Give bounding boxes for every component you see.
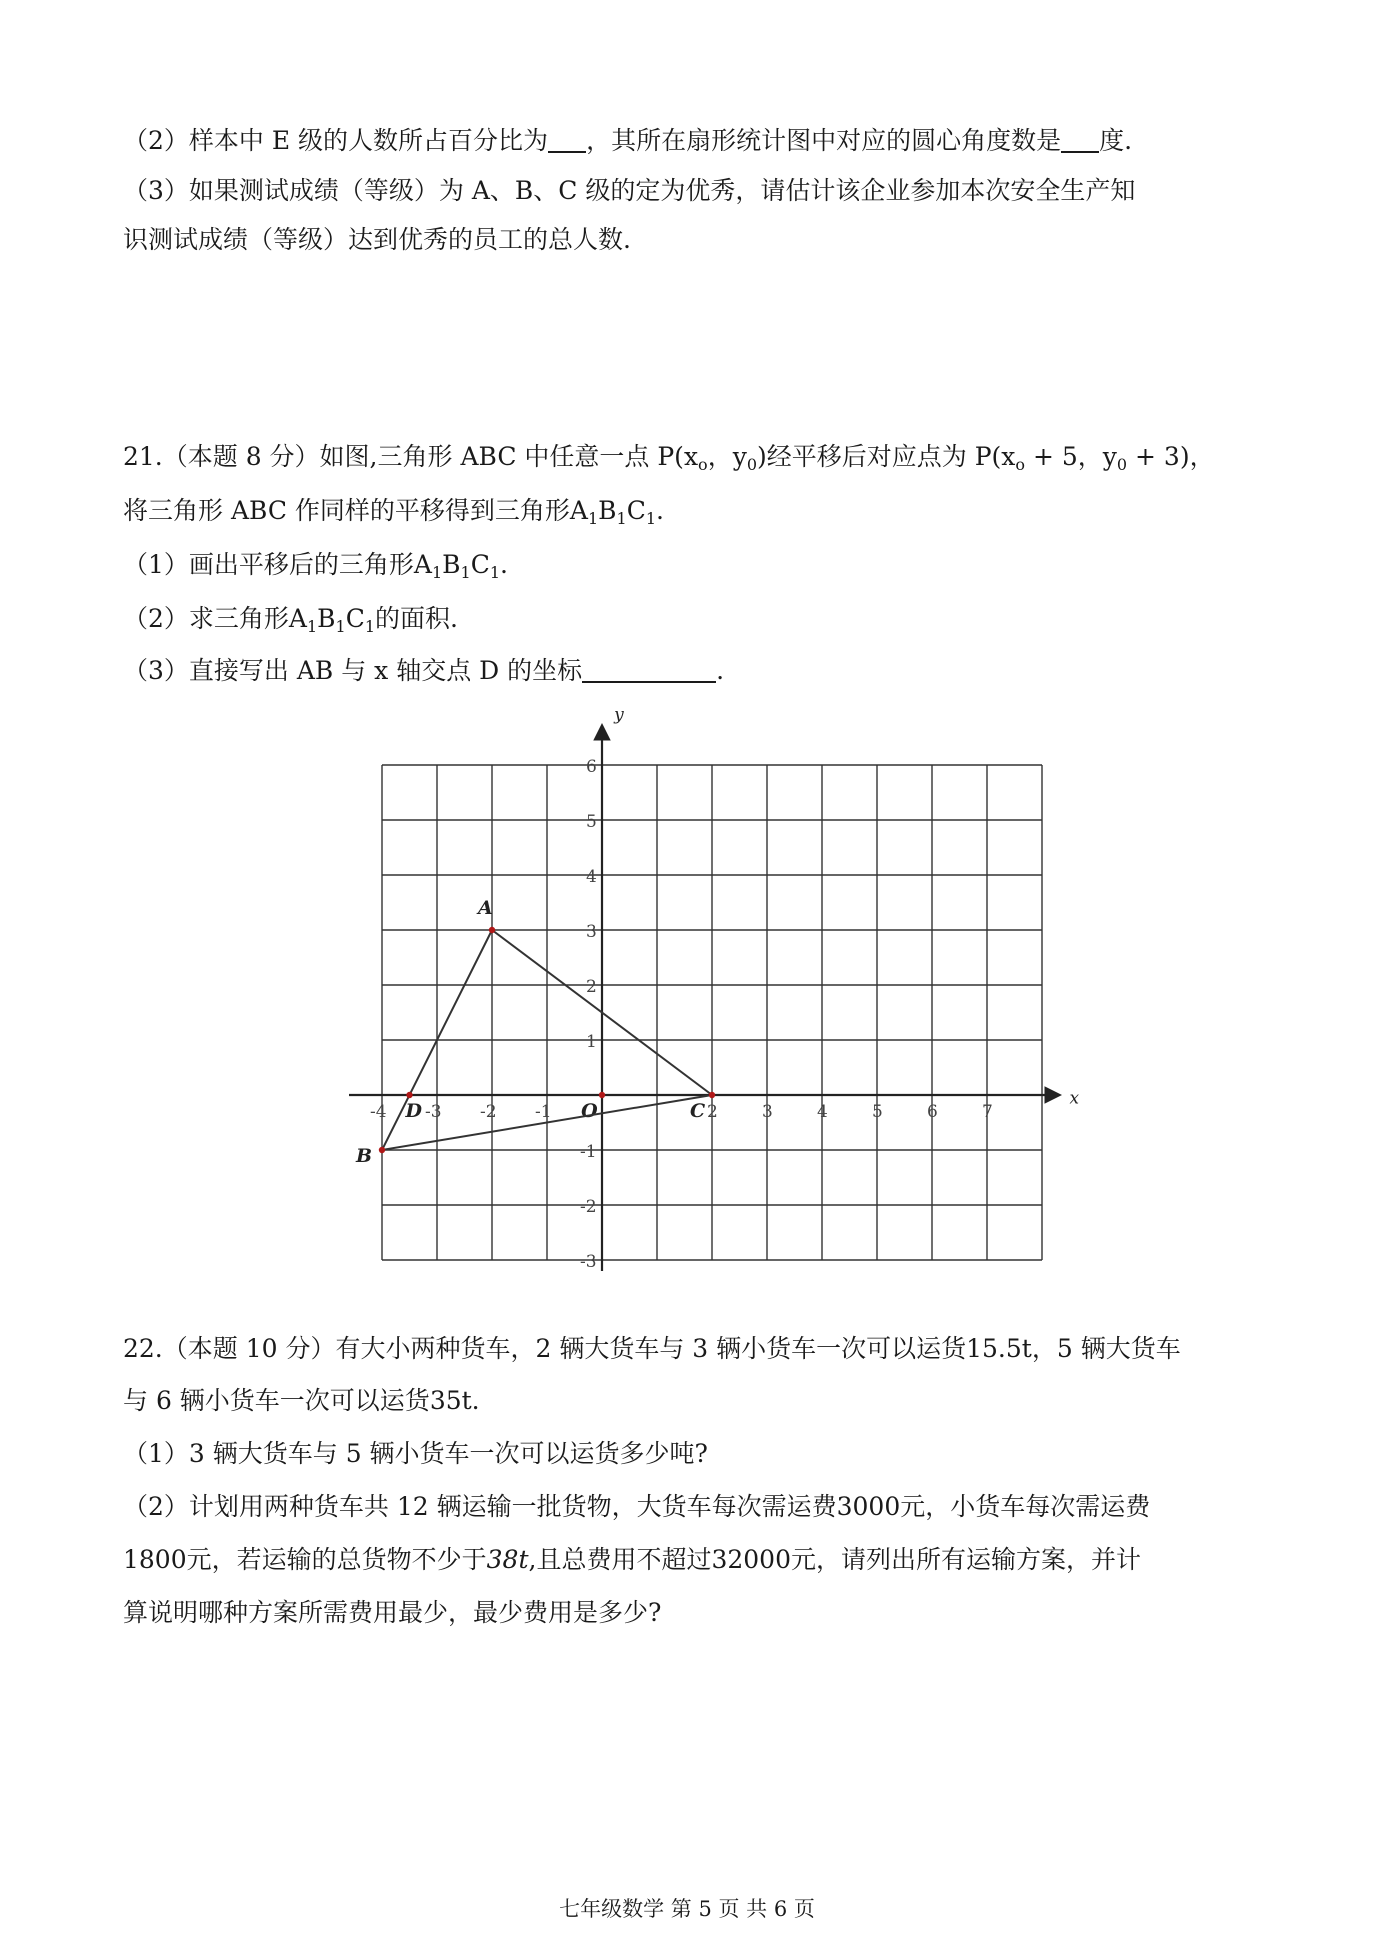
- point-d: [406, 1092, 412, 1098]
- y-tick-label: 5: [586, 812, 597, 832]
- q22-line1: 22.（本题 10 分）有大小两种货车，2 辆大货车与 3 辆小货车一次可以运货15.5t，5 辆大货车: [123, 1334, 1181, 1363]
- page-footer: 七年级数学 第 5 页 共 6 页: [559, 1897, 815, 1921]
- point-b: [379, 1147, 385, 1153]
- q20-part2: （2）样本中 E 级的人数所占百分比为 ，其所在扇形统计图中对应的圆心角度数是 度.: [123, 126, 1133, 155]
- x-tick-label: -1: [535, 1102, 552, 1122]
- q20-part3-line2: 识测试成绩（等级）达到优秀的员工的总人数.: [123, 225, 631, 254]
- q22-line5: 1800元，若运输的总货物不少于38t,且总费用不超过32000元，请列出所有运输方案，并计: [123, 1545, 1141, 1574]
- x-tick-label: 7: [982, 1102, 993, 1122]
- y-tick-label: 2: [586, 977, 597, 997]
- x-tick-label: -4: [370, 1102, 387, 1122]
- q21-line2: 将三角形 ABC 作同样的平移得到三角形$A_1B_1C_1$.: [123, 496, 664, 528]
- points: [355, 897, 715, 1167]
- point-a: [489, 927, 495, 933]
- q21-intro: 21.（本题 8 分）如图,三角形 ABC 中任意一点 $P(x_o$，$y_0$)经平移后对应点为 $P(x_o + 5$，$y_0 + 3$)，: [123, 442, 1215, 474]
- q20-part3-line1: （3）如果测试成绩（等级）为 A、B、C 级的定为优秀，请估计该企业参加本次安全生产知: [123, 176, 1136, 205]
- q21-part1: （1）画出平移后的三角形$A_1B_1C_1$.: [123, 550, 508, 582]
- x-tick-label: 4: [817, 1102, 828, 1122]
- grid-lines: [382, 765, 1042, 1260]
- y-tick-label: 1: [586, 1032, 597, 1052]
- axes: [349, 705, 1080, 1271]
- y-tick-label: 6: [586, 757, 597, 777]
- y-tick-label: -2: [580, 1197, 597, 1217]
- y-tick-label: -3: [580, 1252, 597, 1272]
- point-label-b: B: [356, 1145, 373, 1167]
- q22-line6: 算说明哪种方案所需费用最少，最少费用是多少?: [123, 1598, 662, 1627]
- y-tick-label: -1: [580, 1142, 597, 1162]
- q22-part2: （2）计划用两种货车共 12 辆运输一批货物，大货车每次需运费3000元，小货车每次需运费: [123, 1492, 1151, 1521]
- origin-label: O: [581, 1100, 598, 1122]
- y-tick-label: 3: [586, 922, 597, 942]
- point-label-d: D: [405, 1100, 422, 1122]
- q21-part3: （3）直接写出 AB 与 x 轴交点 D 的坐标 .: [123, 656, 725, 685]
- point-c: [709, 1092, 715, 1098]
- y-tick-label: 4: [586, 867, 597, 887]
- x-axis-label: x: [1069, 1088, 1080, 1109]
- q22-part1: （1）3 辆大货车与 5 辆小货车一次可以运货多少吨?: [123, 1439, 708, 1468]
- point-label-a: A: [478, 897, 493, 919]
- x-tick-label: -2: [480, 1102, 497, 1122]
- tick-labels: [370, 757, 993, 1272]
- point-label-c: C: [690, 1100, 706, 1122]
- q21-part2: （2）求三角形$A_1B_1C_1$的面积.: [123, 604, 458, 636]
- x-tick-label: 5: [872, 1102, 883, 1122]
- y-axis-label: y: [614, 704, 624, 725]
- q22-line2: 与 6 辆小货车一次可以运货35t.: [123, 1386, 480, 1415]
- x-tick-label: 2: [707, 1102, 718, 1122]
- origin-point: [599, 1092, 605, 1098]
- x-tick-label: 3: [762, 1102, 773, 1122]
- x-tick-label: -3: [425, 1102, 442, 1122]
- x-tick-label: 6: [927, 1102, 938, 1122]
